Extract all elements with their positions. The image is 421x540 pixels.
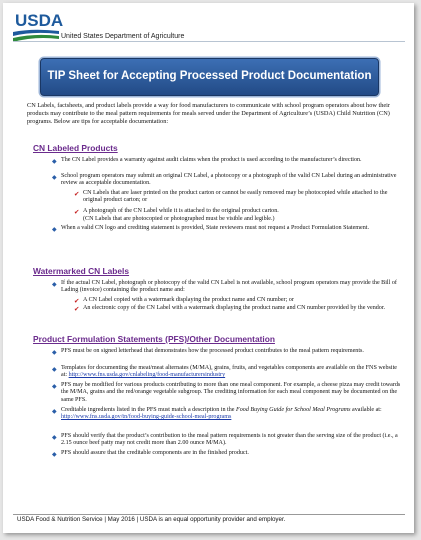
fns-cnlabeling-link[interactable]: http://www.fns.usda.gov/cnlabeling/food-manufacturersindustry (68, 372, 226, 379)
footer-divider (13, 514, 405, 515)
diamond-bullet-icon: ◆ (52, 366, 57, 373)
diamond-bullet-icon: ◆ (52, 174, 57, 181)
list-item-text: Templates for documenting the meat/meat alternates (M/MA), grains, fruits, and vegetables components are available on the FNS website at: (61, 365, 397, 379)
checkmark-icon: ✔ (74, 305, 80, 313)
usda-logo-text: USDA (15, 11, 64, 30)
food-buying-guide-title: Food Buying Guide for School Meal Programs (236, 407, 351, 413)
list-item: PFS should verify that the product’s contribution to the meal pattern requirements is not greater than the serving size of the product (i.e., a 2.15 ounce beef patty may not credit more than 2.00 ounce M/MA). (61, 433, 398, 447)
list-item-text: available at: (350, 407, 382, 413)
diamond-bullet-icon: ◆ (52, 434, 57, 441)
list-item: School program operators may submit an original CN Label, a photocopy or a photograph of the valid CN Label during an administrative review as acceptable documentation. (61, 173, 397, 187)
diamond-bullet-icon: ◆ (52, 349, 57, 356)
checkmark-icon: ✔ (74, 297, 80, 305)
list-item-text: Creditable ingredients listed in the PFS must match a description in the (61, 407, 236, 413)
section-heading-pfs: Product Formulation Statements (PFS)/Other Documentation (33, 334, 275, 344)
diamond-bullet-icon: ◆ (52, 158, 57, 165)
list-item: An electronic copy of the CN Label with a watermark displaying the product name and CN number provided by the vendor. (83, 305, 386, 311)
list-item: The CN Label provides a warranty against audit claims when the product is used according to the manufacturer’s direction. (61, 157, 362, 163)
diamond-bullet-icon: ◆ (52, 451, 57, 458)
list-item: A CN Label copied with a watermark displaying the product name and CN number; or (83, 297, 294, 303)
intro-paragraph: CN Labels, factsheets, and product labels provide a way for food manufacturers to communicate with school program operators about how their products may contribute to the meal pattern requirements for meals served under the Department of Agriculture’s (USDA) Child Nutrition (CN) programs. Below are tips for acceptable documentation: (27, 102, 391, 125)
list-item: When a valid CN logo and crediting statement is provided, State reviewers must not request a Product Formulation Statement. (61, 225, 370, 231)
checkmark-icon: ✔ (74, 208, 80, 216)
list-item: If the actual CN Label, photograph or photocopy of the valid CN Label is not available, school program operators may provide the Bill of Lading (invoice) containing the product name and: (61, 280, 397, 294)
page-title: TIP Sheet for Accepting Processed Product Documentation (47, 70, 372, 82)
list-item: PFS should assure that the creditable components are in the finished product. (61, 450, 249, 456)
header-divider (13, 41, 405, 42)
diamond-bullet-icon: ◆ (52, 408, 57, 415)
list-item: PFS must be on signed letterhead that demonstrates how the processed product contributes to the meal pattern requirements. (61, 348, 364, 354)
diamond-bullet-icon: ◆ (52, 226, 57, 233)
title-banner (40, 58, 379, 96)
section-heading-cn-labeled: CN Labeled Products (33, 143, 118, 153)
document-page (3, 3, 414, 533)
list-item: A photograph of the CN Label while it is attached to the original product carton. (83, 208, 279, 214)
diamond-bullet-icon: ◆ (52, 281, 57, 288)
food-buying-guide-link[interactable]: http://www.fns.usda.gov/tn/food-buying-guide-school-meal-programs (61, 414, 232, 421)
list-item: CN Labels that are laser printed on the product carton or cannot be easily removed may be photocopied while attached to the original product carton; or (83, 190, 388, 204)
footer-text: USDA Food & Nutrition Service | May 2016 | USDA is an equal opportunity provider and employer. (17, 516, 286, 523)
list-item (61, 407, 401, 422)
checkmark-icon: ✔ (74, 190, 80, 198)
list-item (61, 365, 401, 380)
section-heading-watermarked: Watermarked CN Labels (33, 266, 130, 276)
list-item: PFS may be modified for various products contributing to more than one meal component. For example, a cheese pizza may credit towards the M/MA, grains and the red/orange vegetable subgroup. The crediting information for each meal component may be documented on the same PFS. (61, 382, 401, 403)
department-name: United States Department of Agriculture (61, 33, 185, 40)
note-text: (CN Labels that are photocopied or photographed must be visible and legible.) (83, 216, 275, 222)
diamond-bullet-icon: ◆ (52, 383, 57, 390)
